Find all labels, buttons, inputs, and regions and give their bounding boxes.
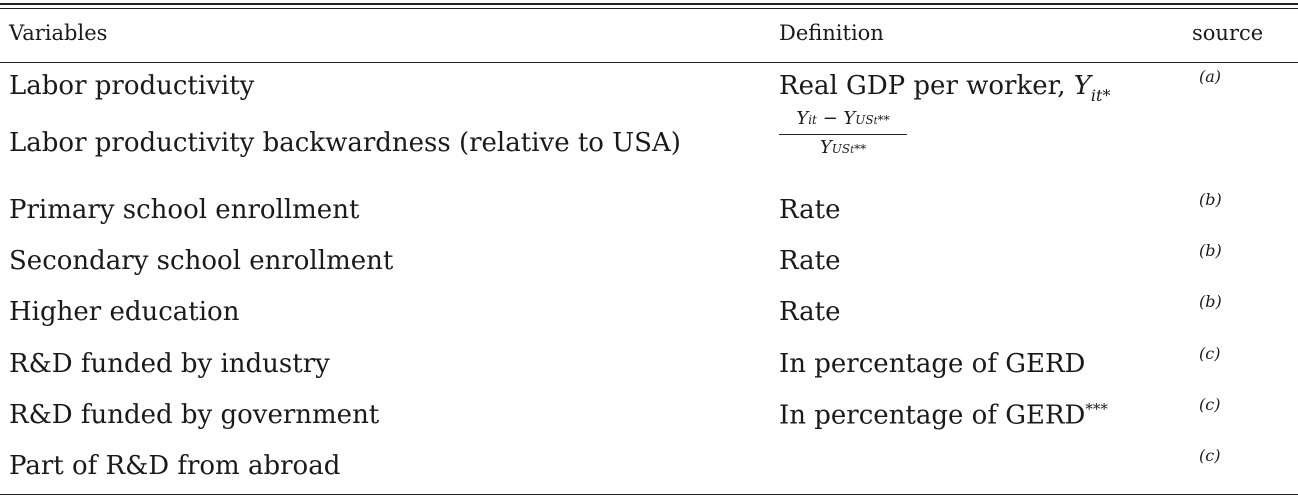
fraction-denominator: YUSt** xyxy=(819,137,867,158)
fraction-numerator: Yit − YUSt** xyxy=(796,108,890,129)
source-note: (b) xyxy=(1199,292,1222,311)
row-variable: Primary school enrollment xyxy=(9,195,360,225)
row-variable: R&D funded by industry xyxy=(9,349,330,379)
row-variable: Higher education xyxy=(9,297,240,327)
row-definition: In percentage of GERD xyxy=(779,349,1086,379)
source-note: (b) xyxy=(1199,190,1222,209)
definition-subscript: it* xyxy=(1090,86,1111,105)
row-definition xyxy=(779,400,1108,431)
header-variables: Variables xyxy=(9,21,108,45)
fraction-bar xyxy=(779,134,907,135)
source-note: (a) xyxy=(1199,67,1222,86)
row-definition: Rate xyxy=(779,297,841,327)
row-variable: Secondary school enrollment xyxy=(9,246,394,276)
row-definition xyxy=(779,71,1111,105)
row-variable: Labor productivity backwardness (relative to USA) xyxy=(9,128,681,158)
source-note: (c) xyxy=(1199,344,1221,363)
definition-text: Real GDP per worker, xyxy=(779,71,1074,101)
definition-footnote-mark: *** xyxy=(1085,400,1108,418)
row-definition: Rate xyxy=(779,246,841,276)
source-note: (b) xyxy=(1199,241,1222,260)
row-definition: Rate xyxy=(779,195,841,225)
row-variable: R&D funded by government xyxy=(9,400,380,430)
header-definition: Definition xyxy=(779,21,884,45)
definition-text: In percentage of GERD xyxy=(779,400,1086,431)
row-variable: Labor productivity xyxy=(9,71,255,101)
top-rule xyxy=(0,3,1298,5)
row-variable: Part of R&D from abroad xyxy=(9,451,341,481)
source-note: (c) xyxy=(1199,446,1221,465)
header-source: source xyxy=(1192,21,1264,45)
top-rule-inner xyxy=(0,8,1298,9)
bottom-rule xyxy=(0,494,1298,495)
definition-math: Y xyxy=(1073,71,1091,101)
header-rule xyxy=(0,62,1298,63)
backwardness-fraction xyxy=(779,108,907,162)
source-note: (c) xyxy=(1199,395,1221,414)
